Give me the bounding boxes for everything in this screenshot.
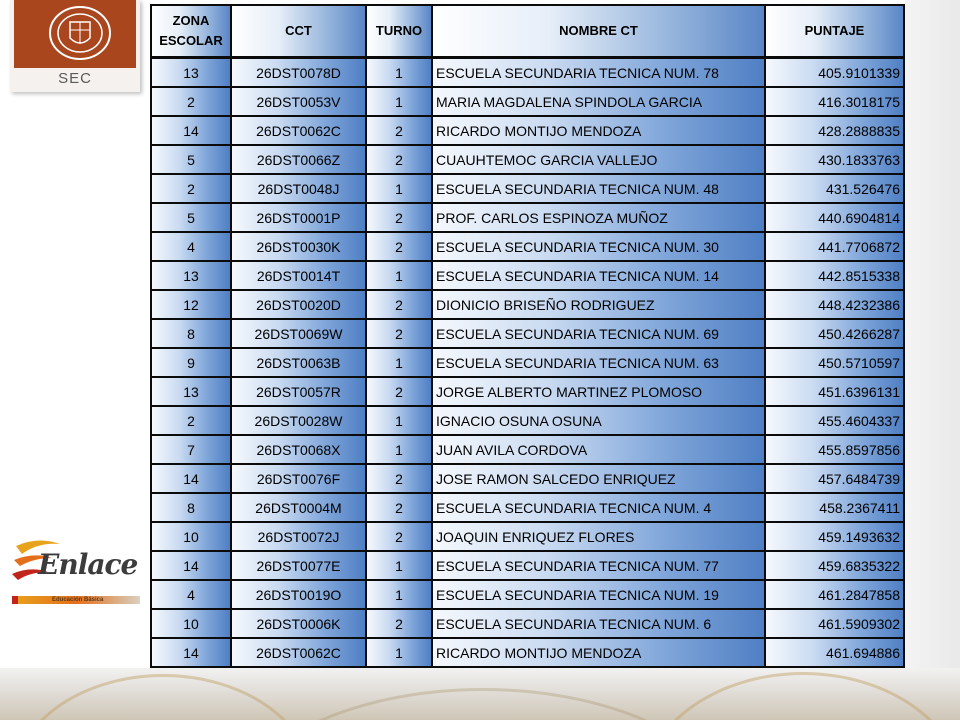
cell-zona-escolar: 2 xyxy=(151,87,231,116)
cell-puntaje: 455.4604337 xyxy=(765,406,904,435)
cell-zona-escolar: 9 xyxy=(151,348,231,377)
cell-nombre-ct: ESCUELA SECUNDARIA TECNICA NUM. 63 xyxy=(432,348,765,377)
table-row xyxy=(151,145,904,174)
table-row xyxy=(151,58,904,88)
header-row xyxy=(151,5,904,58)
cell-nombre-ct: JOSE RAMON SALCEDO ENRIQUEZ xyxy=(432,464,765,493)
cell-nombre-ct: ESCUELA SECUNDARIA TECNICA NUM. 69 xyxy=(432,319,765,348)
cell-puntaje: 405.9101339 xyxy=(765,58,904,88)
cell-nombre-ct: ESCUELA SECUNDARIA TECNICA NUM. 14 xyxy=(432,261,765,290)
cell-turno: 2 xyxy=(366,493,432,522)
cell-nombre-ct: JOAQUIN ENRIQUEZ FLORES xyxy=(432,522,765,551)
cell-turno: 1 xyxy=(366,261,432,290)
table-row xyxy=(151,609,904,638)
state-seal-icon xyxy=(32,4,128,62)
cell-turno: 2 xyxy=(366,522,432,551)
header-puntaje: PUNTAJE xyxy=(765,5,904,58)
seal-arc xyxy=(640,672,960,720)
cell-zona-escolar: 5 xyxy=(151,203,231,232)
cell-nombre-ct: JUAN AVILA CORDOVA xyxy=(432,435,765,464)
cell-zona-escolar: 14 xyxy=(151,551,231,580)
cell-puntaje: 459.1493632 xyxy=(765,522,904,551)
table-row xyxy=(151,464,904,493)
table-row xyxy=(151,551,904,580)
cell-zona-escolar: 14 xyxy=(151,638,231,667)
cell-cct: 26DST0062C xyxy=(231,116,366,145)
cell-nombre-ct: PROF. CARLOS ESPINOZA MUÑOZ xyxy=(432,203,765,232)
cell-nombre-ct: ESCUELA SECUNDARIA TECNICA NUM. 48 xyxy=(432,174,765,203)
table-row xyxy=(151,232,904,261)
table-row xyxy=(151,348,904,377)
cell-turno: 1 xyxy=(366,580,432,609)
cell-cct: 26DST0076F xyxy=(231,464,366,493)
cell-turno: 2 xyxy=(366,232,432,261)
cell-nombre-ct: ESCUELA SECUNDARIA TECNICA NUM. 30 xyxy=(432,232,765,261)
cell-cct: 26DST0006K xyxy=(231,609,366,638)
cell-puntaje: 451.6396131 xyxy=(765,377,904,406)
cell-turno: 1 xyxy=(366,348,432,377)
table-row xyxy=(151,377,904,406)
cell-puntaje: 450.4266287 xyxy=(765,319,904,348)
header-cct: CCT xyxy=(231,5,366,58)
cell-puntaje: 455.8597856 xyxy=(765,435,904,464)
table-row xyxy=(151,87,904,116)
cell-turno: 1 xyxy=(366,638,432,667)
cell-puntaje: 430.1833763 xyxy=(765,145,904,174)
cell-nombre-ct: RICARDO MONTIJO MENDOZA xyxy=(432,116,765,145)
ranking-table xyxy=(150,4,905,668)
cell-zona-escolar: 13 xyxy=(151,261,231,290)
cell-cct: 26DST0004M xyxy=(231,493,366,522)
header-turno: TURNO xyxy=(366,5,432,58)
cell-zona-escolar: 2 xyxy=(151,406,231,435)
table-row xyxy=(151,261,904,290)
cell-puntaje: 461.694886 xyxy=(765,638,904,667)
cell-zona-escolar: 13 xyxy=(151,58,231,88)
cell-turno: 1 xyxy=(366,87,432,116)
cell-turno: 2 xyxy=(366,116,432,145)
cell-puntaje: 416.3018175 xyxy=(765,87,904,116)
cell-cct: 26DST0063B xyxy=(231,348,366,377)
cell-puntaje: 459.6835322 xyxy=(765,551,904,580)
cell-nombre-ct: CUAUHTEMOC GARCIA VALLEJO xyxy=(432,145,765,174)
cell-nombre-ct: ESCUELA SECUNDARIA TECNICA NUM. 4 xyxy=(432,493,765,522)
cell-turno: 2 xyxy=(366,145,432,174)
cell-nombre-ct: ESCUELA SECUNDARIA TECNICA NUM. 19 xyxy=(432,580,765,609)
sec-logo xyxy=(10,0,140,92)
cell-turno: 2 xyxy=(366,319,432,348)
cell-nombre-ct: ESCUELA SECUNDARIA TECNICA NUM. 78 xyxy=(432,58,765,88)
cell-cct: 26DST0077E xyxy=(231,551,366,580)
cell-cct: 26DST0001P xyxy=(231,203,366,232)
table-row xyxy=(151,493,904,522)
cell-nombre-ct: ESCUELA SECUNDARIA TECNICA NUM. 6 xyxy=(432,609,765,638)
cell-cct: 26DST0020D xyxy=(231,290,366,319)
table-body xyxy=(151,58,904,668)
cell-turno: 2 xyxy=(366,464,432,493)
cell-cct: 26DST0048J xyxy=(231,174,366,203)
bottom-seal-banner xyxy=(0,668,960,720)
cell-nombre-ct: JORGE ALBERTO MARTINEZ PLOMOSO xyxy=(432,377,765,406)
cell-puntaje: 461.2847858 xyxy=(765,580,904,609)
cell-cct: 26DST0078D xyxy=(231,58,366,88)
background-panel xyxy=(905,0,960,720)
cell-cct: 26DST0066Z xyxy=(231,145,366,174)
cell-zona-escolar: 10 xyxy=(151,609,231,638)
cell-zona-escolar: 4 xyxy=(151,580,231,609)
cell-cct: 26DST0069W xyxy=(231,319,366,348)
cell-zona-escolar: 4 xyxy=(151,232,231,261)
cell-zona-escolar: 10 xyxy=(151,522,231,551)
table-row xyxy=(151,319,904,348)
cell-puntaje: 457.6484739 xyxy=(765,464,904,493)
cell-puntaje: 431.526476 xyxy=(765,174,904,203)
cell-turno: 1 xyxy=(366,435,432,464)
cell-zona-escolar: 8 xyxy=(151,493,231,522)
header-nombre-ct: NOMBRE CT xyxy=(432,5,765,58)
cell-turno: 1 xyxy=(366,174,432,203)
cell-cct: 26DST0068X xyxy=(231,435,366,464)
cell-puntaje: 428.2888835 xyxy=(765,116,904,145)
table-row xyxy=(151,116,904,145)
cell-turno: 2 xyxy=(366,609,432,638)
table-row xyxy=(151,522,904,551)
table-row xyxy=(151,203,904,232)
enlace-logo xyxy=(8,536,140,610)
table-row xyxy=(151,174,904,203)
table-row xyxy=(151,638,904,667)
enlace-subtitle: Educación Básica xyxy=(52,597,104,603)
cell-zona-escolar: 12 xyxy=(151,290,231,319)
cell-nombre-ct: MARIA MAGDALENA SPINDOLA GARCIA xyxy=(432,87,765,116)
cell-nombre-ct: IGNACIO OSUNA OSUNA xyxy=(432,406,765,435)
enlace-red-mark xyxy=(12,596,18,604)
table-row xyxy=(151,580,904,609)
cell-nombre-ct: RICARDO MONTIJO MENDOZA xyxy=(432,638,765,667)
cell-nombre-ct: DIONICIO BRISEÑO RODRIGUEZ xyxy=(432,290,765,319)
cell-puntaje: 450.5710597 xyxy=(765,348,904,377)
cell-zona-escolar: 7 xyxy=(151,435,231,464)
header-zona-escolar: ZONA ESCOLAR xyxy=(151,5,231,58)
cell-cct: 26DST0014T xyxy=(231,261,366,290)
cell-turno: 2 xyxy=(366,203,432,232)
cell-zona-escolar: 8 xyxy=(151,319,231,348)
enlace-wordmark: Enlace xyxy=(38,548,138,581)
cell-turno: 2 xyxy=(366,290,432,319)
cell-zona-escolar: 14 xyxy=(151,116,231,145)
cell-turno: 1 xyxy=(366,551,432,580)
cell-zona-escolar: 2 xyxy=(151,174,231,203)
cell-puntaje: 441.7706872 xyxy=(765,232,904,261)
cell-cct: 26DST0028W xyxy=(231,406,366,435)
cell-puntaje: 440.6904814 xyxy=(765,203,904,232)
cell-cct: 26DST0072J xyxy=(231,522,366,551)
cell-puntaje: 458.2367411 xyxy=(765,493,904,522)
cell-turno: 1 xyxy=(366,58,432,88)
cell-zona-escolar: 5 xyxy=(151,145,231,174)
cell-nombre-ct: ESCUELA SECUNDARIA TECNICA NUM. 77 xyxy=(432,551,765,580)
cell-zona-escolar: 13 xyxy=(151,377,231,406)
sec-label: SEC xyxy=(58,70,92,87)
cell-turno: 1 xyxy=(366,406,432,435)
cell-turno: 2 xyxy=(366,377,432,406)
cell-puntaje: 442.8515338 xyxy=(765,261,904,290)
cell-cct: 26DST0057R xyxy=(231,377,366,406)
cell-cct: 26DST0030K xyxy=(231,232,366,261)
table-row xyxy=(151,290,904,319)
table-row xyxy=(151,406,904,435)
seal-arc xyxy=(230,688,736,720)
seal-arc xyxy=(10,674,316,720)
table-row xyxy=(151,435,904,464)
cell-cct: 26DST0019O xyxy=(231,580,366,609)
cell-cct: 26DST0053V xyxy=(231,87,366,116)
cell-puntaje: 448.4232386 xyxy=(765,290,904,319)
cell-cct: 26DST0062C xyxy=(231,638,366,667)
cell-puntaje: 461.5909302 xyxy=(765,609,904,638)
cell-zona-escolar: 14 xyxy=(151,464,231,493)
